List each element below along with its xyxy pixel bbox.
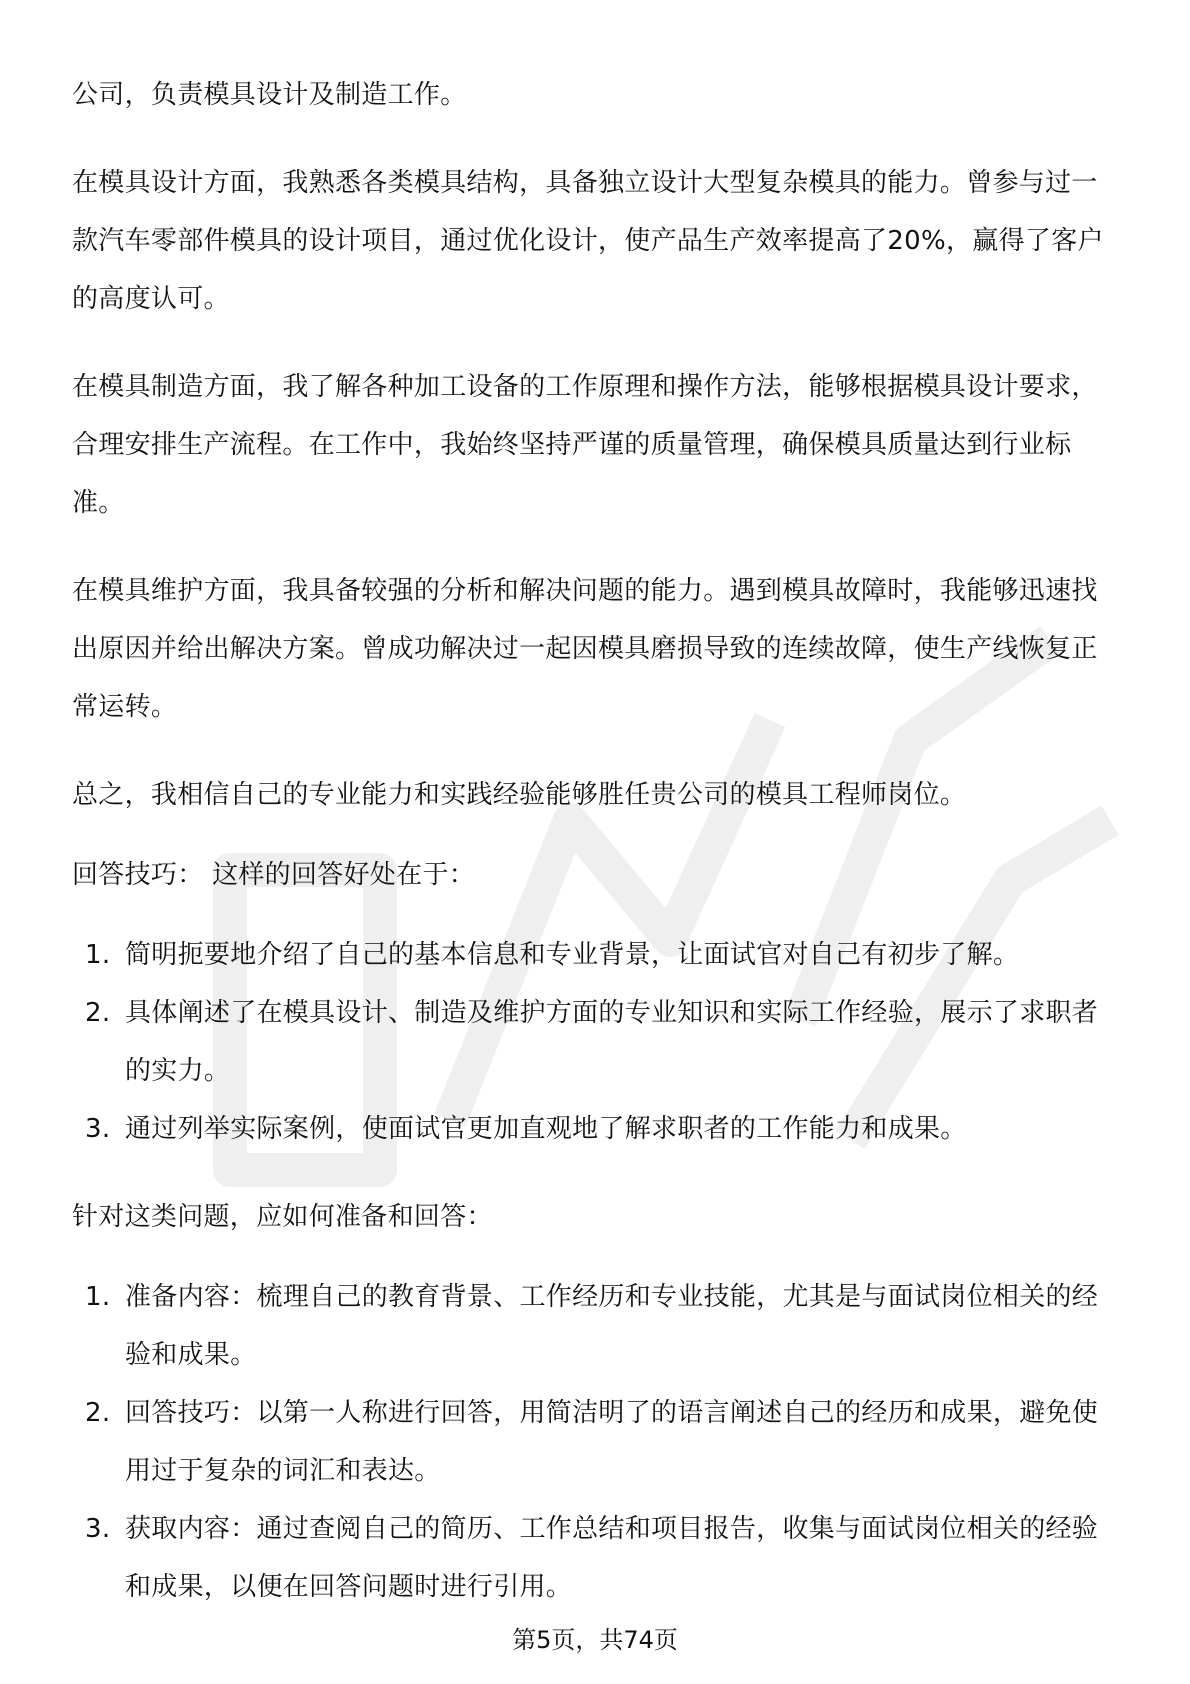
list-number: 2. [85,1398,111,1428]
paragraph-mold-manufacturing: 在模具制造方面，我了解各种加工设备的工作原理和操作方法，能够根据模具设计要求，合理安排生产流程。在工作中，我始终坚持严谨的质量管理，确保模具质量达到行业标准。 [72,372,1098,518]
list-item-text: 具体阐述了在模具设计、制造及维护方面的专业知识和实际工作经验，展示了求职者的实力。 [125,998,1099,1086]
list-item-text: 通过列举实际案例，使面试官更加直观地了解求职者的工作能力和成果。 [125,1114,967,1144]
paragraph-mold-maintenance: 在模具维护方面，我具备较强的分析和解决问题的能力。遇到模具故障时，我能够迅速找出原因并给出解决方案。曾成功解决过一起因模具磨损导致的连续故障，使生产线恢复正常运转。 [72,576,1098,722]
page-number-footer: 第5页，共74页 [512,1626,678,1654]
list-number: 1. [85,1282,111,1312]
list-number: 2. [85,998,111,1028]
list-number: 3. [85,1114,111,1144]
list-number: 3. [85,1514,111,1544]
list-item [72,1100,1122,1158]
prep-heading: 针对这类问题，应如何准备和回答： [72,1202,493,1232]
list-item-text: 回答技巧：以第一人称进行回答，用简洁明了的语言阐述自己的经历和成果，避免使用过于复杂的词汇和表达。 [125,1398,1099,1486]
paragraph-conclusion: 总之，我相信自己的专业能力和实践经验能够胜任贵公司的模具工程师岗位。 [72,780,967,810]
paragraph-mold-design: 在模具设计方面，我熟悉各类模具结构，具备独立设计大型复杂模具的能力。曾参与过一款汽车零部件模具的设计项目，通过优化设计，使产品生产效率提高了20%，赢得了客户的高度认可。 [72,168,1104,314]
tips-list [72,926,1122,1158]
list-item [72,926,1122,984]
list-item [72,1268,1122,1384]
list-number: 1. [85,940,111,970]
paragraph-intro-continuation: 公司，负责模具设计及制造工作。 [72,80,467,110]
list-item [72,1384,1122,1500]
list-item-text: 准备内容：梳理自己的教育背景、工作经历和专业技能，尤其是与面试岗位相关的经验和成果。 [125,1282,1099,1370]
list-item [72,1500,1122,1616]
tips-heading: 回答技巧： 这样的回答好处在于： [72,860,476,890]
list-item [72,984,1122,1100]
prep-list [72,1268,1122,1616]
list-item-text: 获取内容：通过查阅自己的简历、工作总结和项目报告，收集与面试岗位相关的经验和成果，以便在回答问题时进行引用。 [125,1514,1099,1602]
document-body [72,66,1122,1646]
list-item-text: 简明扼要地介绍了自己的基本信息和专业背景，让面试官对自己有初步了解。 [125,940,1020,970]
